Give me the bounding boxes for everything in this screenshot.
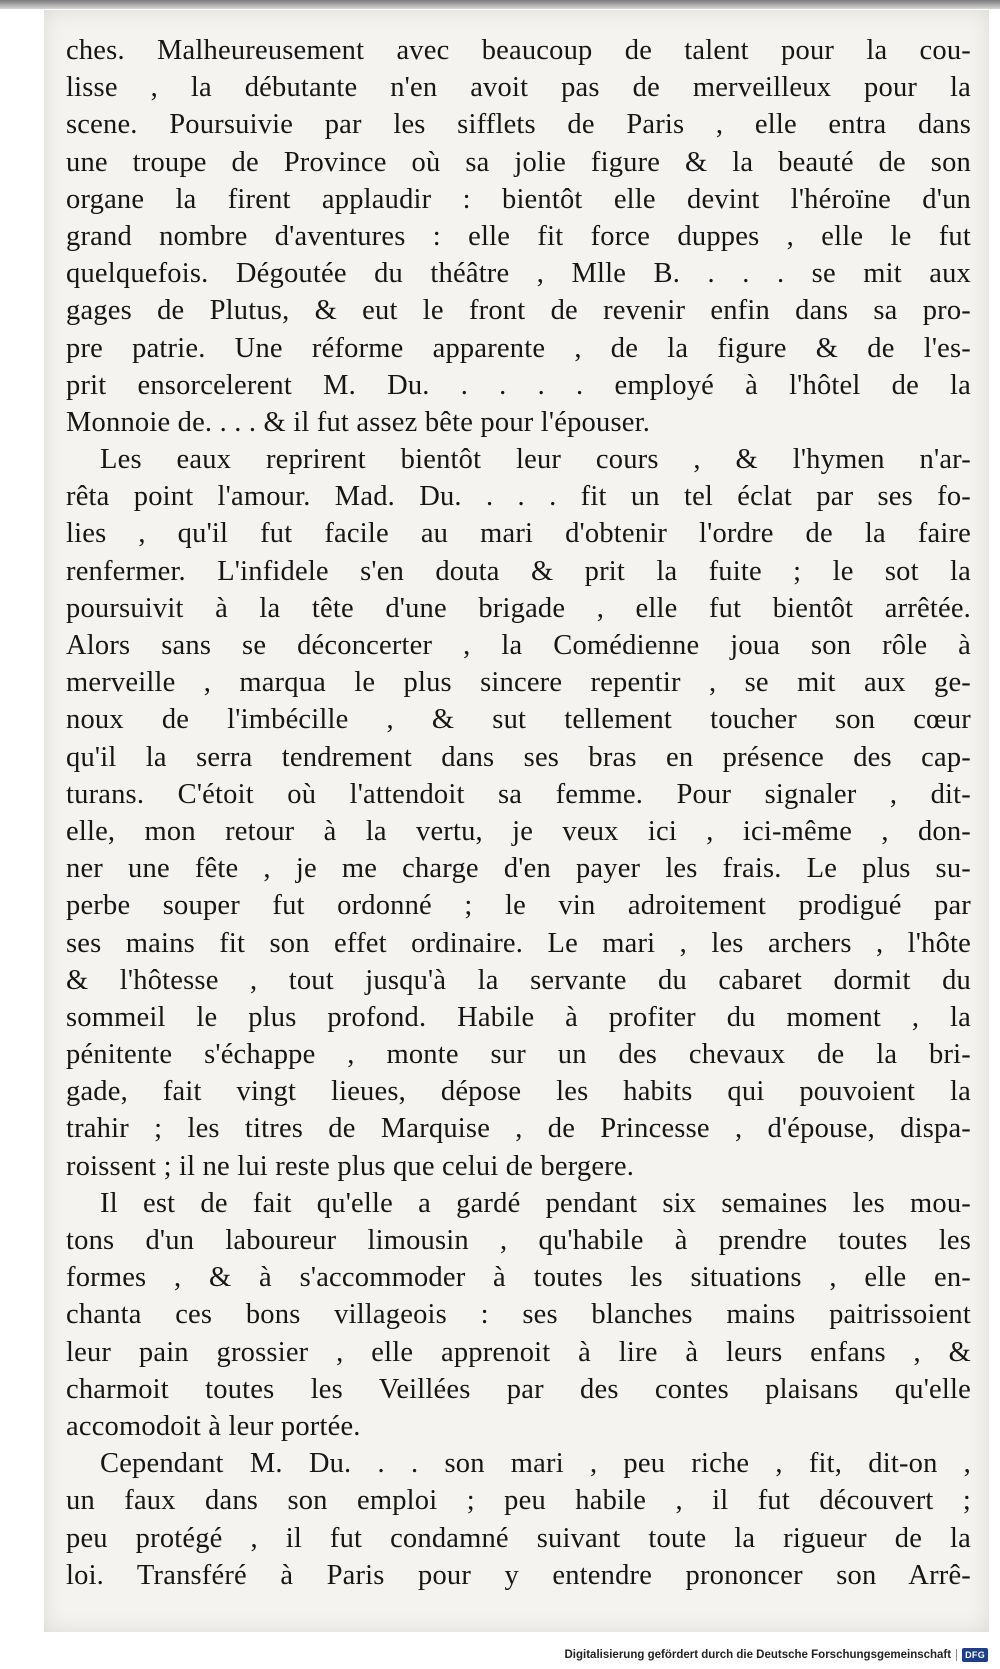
text-line: organe la firent applaudir : bientôt elle devint l'héroïne d'un bbox=[66, 183, 971, 215]
text-line: lisse , la débutante n'en avoit pas de merveilleux pour la bbox=[66, 72, 971, 104]
text-line: pre patrie. Une réforme apparente , de la figure & de l'es- bbox=[66, 332, 971, 364]
text-line: formes , & à s'accommoder à toutes les situations , elle en- bbox=[66, 1262, 971, 1294]
book-page bbox=[44, 10, 989, 1632]
text-line: roissent ; il ne lui reste plus que celui de bergere. bbox=[66, 1150, 635, 1182]
text-line: scene. Poursuivie par les sifflets de Paris , elle entra dans bbox=[66, 109, 971, 141]
text-line: prit ensorcelerent M. Du. . . . . employé à l'hôtel de la bbox=[66, 369, 971, 401]
text-line: charmoit toutes les Veillées par des contes plaisans qu'elle bbox=[66, 1373, 971, 1405]
text-line: elle, mon retour à la vertu, je veux ici , ici-même , don- bbox=[66, 815, 971, 847]
text-line: merveille , marqua le plus sincere repentir , se mit aux ge- bbox=[66, 667, 971, 699]
text-line: Les eaux reprirent bientôt leur cours , & l'hymen n'ar- bbox=[100, 444, 971, 476]
text-line: trahir ; les titres de Marquise , de Princesse , d'épouse, dispa- bbox=[66, 1113, 971, 1145]
text-line: gages de Plutus, & eut le front de revenir enfin dans sa pro- bbox=[66, 295, 971, 327]
text-line: gade, fait vingt lieues, dépose les habits qui pouvoient la bbox=[66, 1076, 971, 1108]
scan-top-edge bbox=[0, 0, 1000, 9]
text-line: une troupe de Province où sa jolie figure & la beauté de son bbox=[66, 146, 971, 178]
text-line: renfermer. L'infidele s'en douta & prit la fuite ; le sot la bbox=[66, 555, 971, 587]
text-line: grand nombre d'aventures : elle fit force duppes , elle le fut bbox=[66, 220, 971, 252]
text-line: Alors sans se déconcerter , la Comédienne joua son rôle à bbox=[66, 630, 971, 661]
text-line: ner une fête , je me charge d'en payer les frais. Le plus su- bbox=[66, 853, 971, 885]
text-line: tons d'un laboureur limousin , qu'habile à prendre toutes les bbox=[66, 1225, 971, 1256]
text-line: un faux dans son emploi ; peu habile , il fut découvert ; bbox=[66, 1485, 971, 1517]
dfg-logo-icon: DFG bbox=[962, 1648, 988, 1662]
footer-divider bbox=[956, 1649, 957, 1661]
text-line: leur pain grossier , elle apprenoit à lire à leurs enfans , & bbox=[66, 1336, 971, 1368]
credit-text: Digitalisierung gefördert durch die Deutsche Forschungsgemeinschaft bbox=[564, 1649, 952, 1661]
text-line: chanta ces bons villageois : ses blanches mains paitrissoient bbox=[66, 1299, 971, 1331]
text-line: Cependant M. Du. . . son mari , peu riche , fit, dit-on , bbox=[100, 1448, 971, 1480]
text-line: qu'il la serra tendrement dans ses bras en présence des cap- bbox=[66, 741, 971, 773]
text-line: Il est de fait qu'elle a gardé pendant six semaines les mou- bbox=[100, 1187, 971, 1219]
text-line: quelquefois. Dégoutée du théâtre , Mlle B. . . . se mit aux bbox=[66, 258, 971, 290]
text-line: noux de l'imbécille , & sut tellement toucher son cœur bbox=[66, 704, 971, 736]
text-line: accomodoit à leur portée. bbox=[66, 1410, 361, 1442]
text-line: lies , qu'il fut facile au mari d'obtenir l'ordre de la faire bbox=[66, 518, 971, 550]
text-line: pénitente s'échappe , monte sur un des chevaux de la bri- bbox=[66, 1039, 971, 1071]
text-line: Monnoie de. . . . & il fut assez bête pour l'épouser. bbox=[66, 406, 651, 438]
text-line: ches. Malheureusement avec beaucoup de talent pour la cou- bbox=[66, 35, 971, 66]
text-line: loi. Transféré à Paris pour y entendre prononcer son Arrê- bbox=[66, 1559, 971, 1591]
text-line: sommeil le plus profond. Habile à profiter du moment , la bbox=[66, 1001, 971, 1033]
page-text bbox=[66, 32, 971, 1594]
text-line: poursuivit à la tête d'une brigade , elle fut bientôt arrêtée. bbox=[66, 592, 971, 624]
text-line: & l'hôtesse , tout jusqu'à la servante du cabaret dormit du bbox=[66, 964, 971, 996]
text-line: perbe souper fut ordonné ; le vin adroitement prodigué par bbox=[66, 890, 971, 922]
text-line: rêta point l'amour. Mad. Du. . . . fit un tel éclat par ses fo- bbox=[66, 481, 971, 513]
digitization-credit bbox=[565, 1645, 989, 1665]
text-line: peu protégé , il fut condamné suivant toute la rigueur de la bbox=[66, 1522, 971, 1554]
text-line: ses mains fit son effet ordinaire. Le mari , les archers , l'hôte bbox=[66, 927, 971, 959]
text-line: turans. C'étoit où l'attendoit sa femme. Pour signaler , dit- bbox=[66, 778, 971, 810]
